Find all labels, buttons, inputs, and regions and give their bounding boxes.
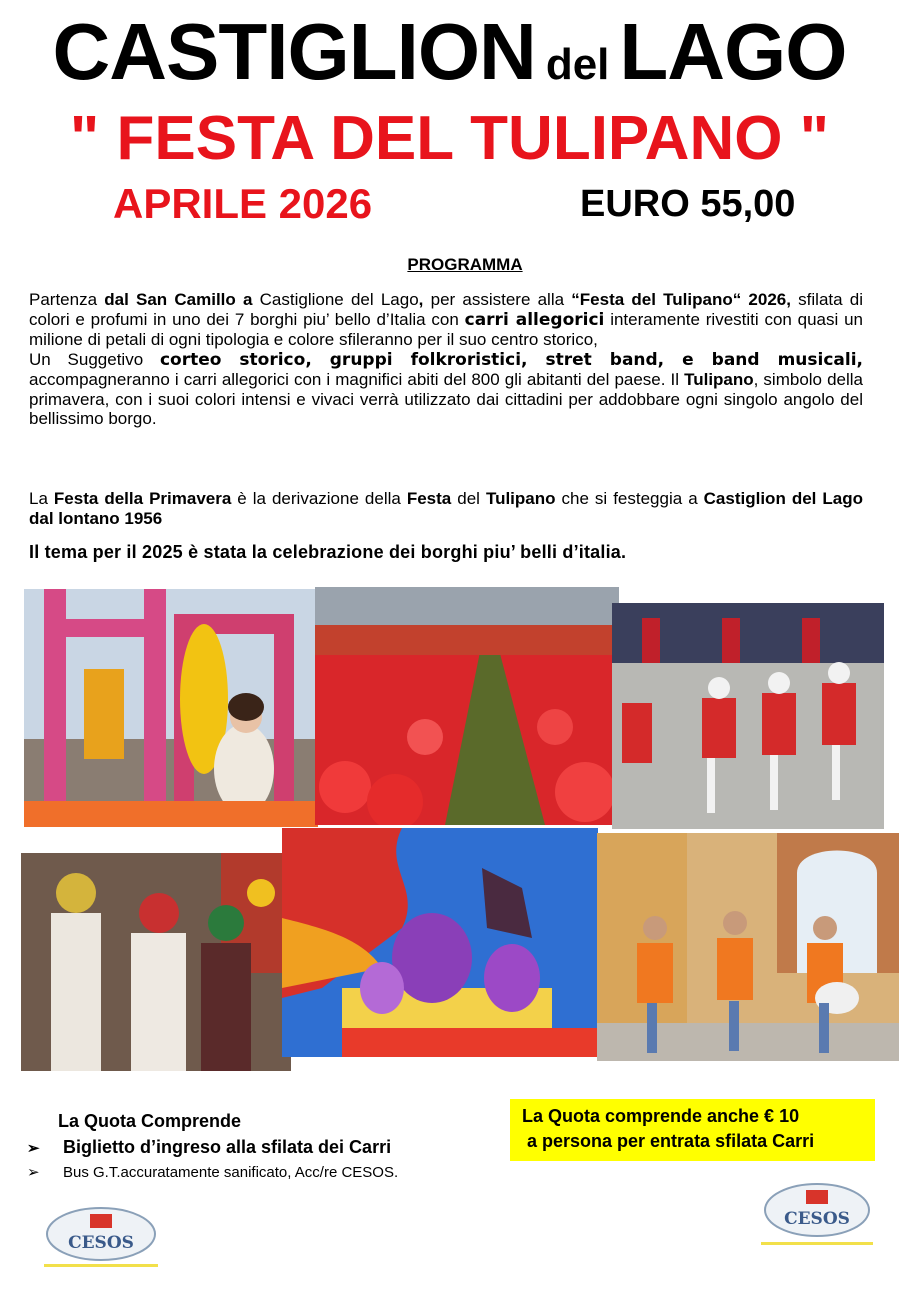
paragraph-run: Un Suggetivo bbox=[29, 349, 160, 369]
paragraph-run: Castiglione del Lago bbox=[252, 290, 419, 309]
paragraph-run: Tulipano bbox=[684, 370, 754, 389]
paragraph-run: che si festeggia a bbox=[555, 489, 704, 508]
paragraph-run: carri allegorici bbox=[464, 309, 605, 330]
paragraph-run: , simbolo della primavera, con i suoi colori intensi e vivaci verrà utilizzato dai cittadini per addobbare ogni singolo angolo del bellissimo borgo. bbox=[29, 370, 863, 428]
paragraph-run: sfilata di colori e profumi in uno dei 7 borghi piu’ bello d’Italia con bbox=[29, 290, 864, 329]
title-del: del bbox=[545, 40, 610, 89]
photo-costumed-group bbox=[21, 853, 291, 1071]
quota-item-text: Biglietto d’ingreso alla sfilata dei Carri bbox=[63, 1137, 392, 1157]
event-price: EURO 55,00 bbox=[580, 183, 796, 225]
paragraph-run: Partenza bbox=[29, 290, 105, 309]
quota-item bbox=[27, 1137, 391, 1158]
logo-text: CESOS bbox=[784, 1209, 850, 1229]
paragraph-run: per assistere alla bbox=[423, 290, 572, 309]
programma-paragraph-1 bbox=[29, 290, 863, 429]
event-date: APRILE 2026 bbox=[113, 180, 373, 227]
paragraph-run: del bbox=[451, 489, 486, 508]
paragraph-run: La bbox=[29, 489, 54, 508]
photo-street-band bbox=[597, 833, 899, 1061]
paragraph-run: interamente rivestiti con quasi un milione di petali di ogni tipologia e colore sfileranno per il suo centro storico, bbox=[29, 309, 863, 349]
arrow-bullet-icon: ➢ bbox=[27, 1164, 40, 1181]
paragraph-run: Festa della Primavera bbox=[53, 489, 232, 508]
photo-tulip-field bbox=[315, 587, 619, 825]
paragraph-run: “Festa del Tulipano“ 2026, bbox=[571, 290, 791, 309]
paragraph-run: Festa bbox=[406, 489, 452, 508]
page-title bbox=[0, 7, 899, 96]
arrow-bullet-icon: ➢ bbox=[27, 1140, 40, 1157]
event-title: " FESTA DEL TULIPANO " bbox=[69, 104, 830, 173]
paragraph-run: dal San Camillo a bbox=[104, 290, 253, 309]
cesos-logo-left bbox=[42, 1200, 160, 1268]
quota-extra-line-2: a persona per entrata sfilata Carri bbox=[522, 1131, 815, 1151]
photo-majorettes bbox=[612, 603, 884, 829]
title-lago: LAGO bbox=[619, 7, 847, 96]
paragraph-run: Tulipano bbox=[485, 489, 556, 508]
logo-text: CESOS bbox=[68, 1233, 134, 1253]
title-castiglion: CASTIGLION bbox=[52, 7, 536, 96]
programma-heading: PROGRAMMA bbox=[407, 255, 523, 274]
paragraph-run: Castiglion del Lago dal lontano 1956 bbox=[29, 489, 863, 528]
programma-theme-line: Il tema per il 2025 è stata la celebrazione dei borghi piu’ belli d’italia. bbox=[29, 542, 627, 562]
paragraph-run: , bbox=[418, 290, 424, 309]
paragraph-run: è la derivazione della bbox=[231, 489, 407, 508]
quota-extra-highlight bbox=[510, 1099, 875, 1161]
quota-title: La Quota Comprende bbox=[58, 1111, 242, 1131]
quota-item-text: Bus G.T.accuratamente sanificato, Acc/re CESOS. bbox=[63, 1164, 399, 1181]
quota-extra-line-1: La Quota comprende anche € 10 bbox=[522, 1106, 800, 1126]
programma-paragraph-2 bbox=[29, 489, 863, 528]
photo-flower-float-castle bbox=[282, 828, 598, 1057]
paragraph-run: accompagneranno i carri allegorici con i magnifici abiti del 800 gli abitanti del paese. Il bbox=[29, 370, 685, 389]
paragraph-run: corteo storico, gruppi folkroristici, stret band, e band musicali, bbox=[159, 349, 863, 370]
photo-flower-float-girl bbox=[24, 589, 318, 827]
cesos-logo-right bbox=[759, 1176, 875, 1246]
quota-item bbox=[27, 1163, 398, 1181]
